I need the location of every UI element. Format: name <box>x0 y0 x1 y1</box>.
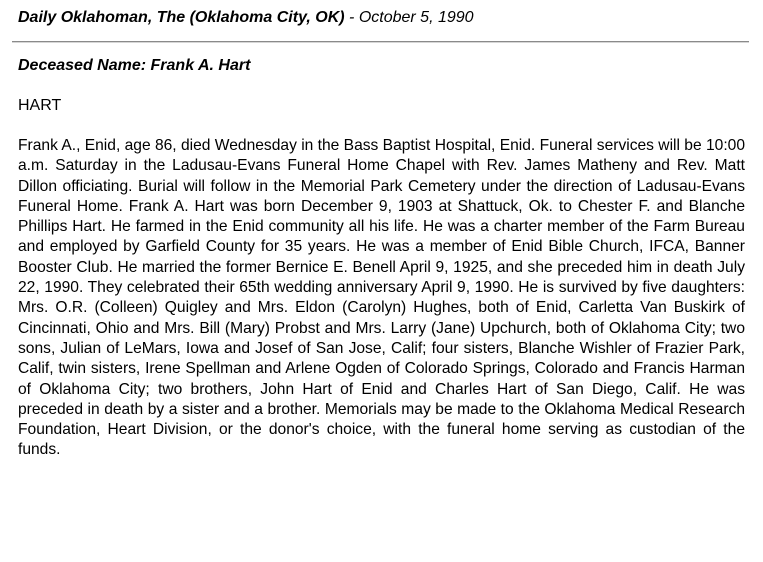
header-divider <box>12 41 749 43</box>
obituary-surname: HART <box>18 97 62 114</box>
publication-header <box>18 9 474 27</box>
deceased-name: Deceased Name: Frank A. Hart <box>18 57 251 74</box>
publication-source: Daily Oklahoman, The (Oklahoma City, OK) <box>18 9 345 26</box>
publication-date: October 5, 1990 <box>358 9 474 26</box>
obituary-text: Frank A., Enid, age 86, died Wednesday in the Bass Baptist Hospital, Enid. Funeral services will be 10:00 a.m. Saturday in the Ladusau-Evans Funeral Home Chapel with Rev. James Matheny and Rev. Matt Dillon officiating. Burial will follow in the Memorial Park Cemetery under the direction of Ladusau-Evans Funeral Home. Frank A. Hart was born December 9, 1903 at Shattuck, Ok. to Chester F. and Blanche Phillips Hart. He farmed in the Enid community all his life. He was a charter member of the Farm Bureau and employed by Garfield County for 35 years. He was a member of Enid Bible Church, IFCA, Banner Booster Club. He married the former Bernice E. Benell April 9, 1925, and she preceded him in death July 22, 1990. They celebrated their 65th wedding anniversary April 9, 1990. He is survived by five daughters: Mrs. O.R. (Colleen) Quigley and Mrs. Eldon (Carolyn) Hughes, both of Enid, Carletta Van Buskirk of Cincinnati, Ohio and Mrs. Bill (Mary) Probst and Mrs. Larry (Jane) Upchurch, both of Oklahoma City; two sons, Julian of LeMars, Iowa and Josef of San Jose, Calif; four sisters, Blanche Wishler of Frazier Park, Calif, twin sisters, Irene Spellman and Arlene Ogden of Colorado Springs, Colorado and Francis Harman of Oklahoma City; two brothers, John Hart of Enid and Charles Hart of San Diego, Calif. He was preceded in death by a sister and a brother. Memorials may be made to the Oklahoma Medical Research Foundation, Heart Division, or the donor's choice, with the funeral home serving as custodian of the funds. <box>18 137 745 459</box>
header-separator: - <box>344 9 359 26</box>
